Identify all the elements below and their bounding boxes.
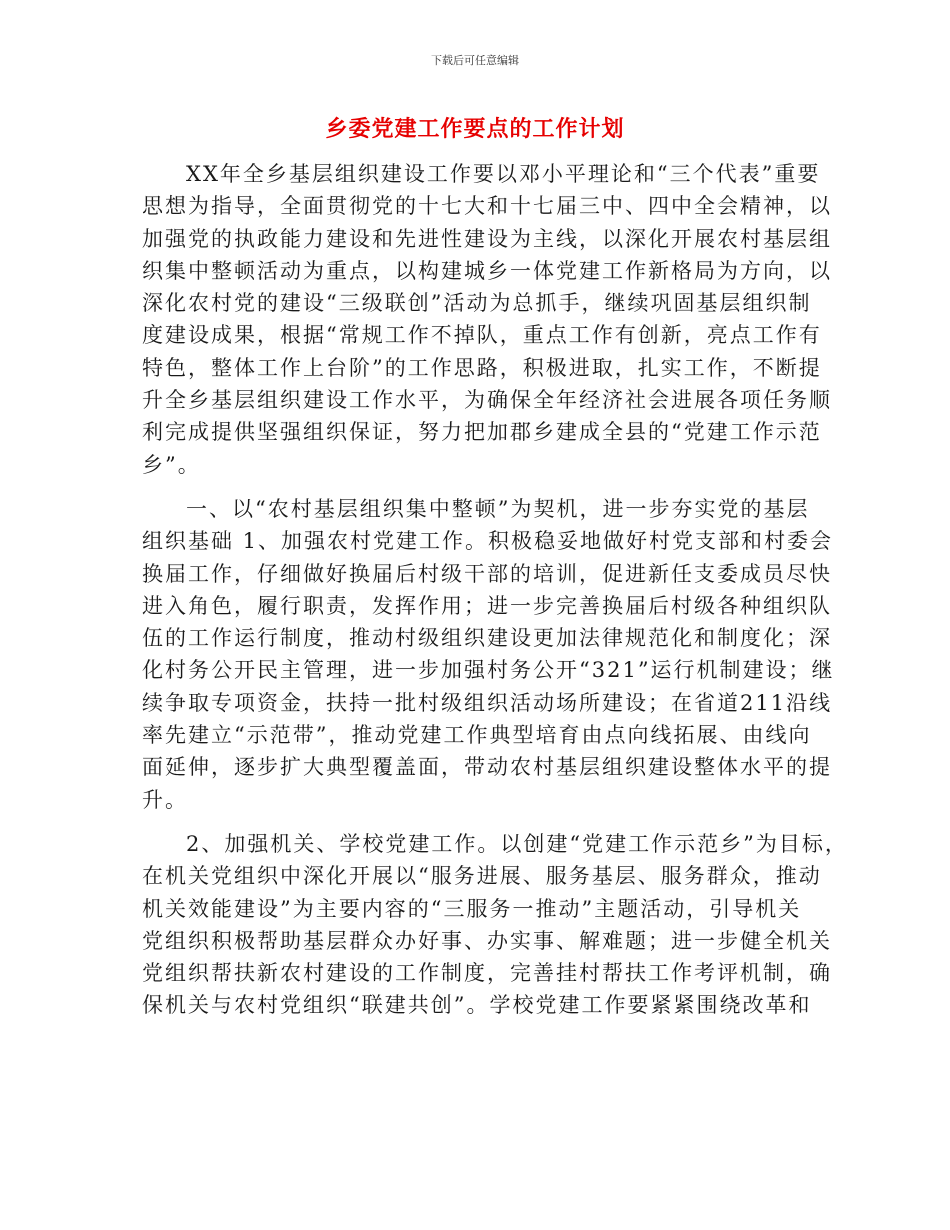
paragraph-3 xyxy=(142,828,848,1022)
text-line: 织集中整顿活动为重点，以构建城乡一体党建工作新格局为方向，以 xyxy=(142,258,832,283)
text-line: 组织基础 1、加强农村党建工作。积极稳妥地做好村党支部和村委会 xyxy=(142,529,834,554)
paragraph-2 xyxy=(142,493,835,816)
header-note: 下载后可任意编辑 xyxy=(431,54,519,67)
text-line: 党组织积极帮助基层群众办好事、办实事、解难题；进一步健全机关 xyxy=(142,928,832,953)
text-line: 乡”。 xyxy=(142,452,201,477)
text-line: 面延伸，逐步扩大典型覆盖面，带动农村基层组织建设整体水平的提 xyxy=(142,755,832,780)
document-title: 乡委党建工作要点的工作计划 xyxy=(325,117,625,142)
text-line: 党组织帮扶新农村建设的工作制度，完善挂村帮扶工作考评机制，确 xyxy=(142,961,832,986)
text-line: XX年全乡基层组织建设工作要以邓小平理论和“三个代表”重要 xyxy=(186,162,821,186)
text-line: 深化农村党的建设“三级联创”活动为总抓手，继续巩固基层组织制 xyxy=(142,291,812,316)
text-line: 换届工作，仔细做好换届后村级干部的培训，促进新任支委成员尽快 xyxy=(142,561,832,586)
text-line: 利完成提供坚强组织保证，努力把加郡乡建成全县的“党建工作示范 xyxy=(142,420,822,445)
text-line: 特色，整体工作上台阶”的工作思路，积极进取，扎实工作，不断提 xyxy=(142,355,822,380)
text-line: 续争取专项资金，扶持一批村级组织活动场所建设；在省道211沿线 xyxy=(142,690,833,715)
text-line: 升。 xyxy=(142,787,188,812)
text-line: 度建设成果，根据“常规工作不掉队，重点工作有创新，亮点工作有 xyxy=(142,323,822,348)
text-line: 保机关与农村党组织“联建共创”。学校党建工作要紧紧围绕改革和 xyxy=(142,993,812,1018)
text-line: 思想为指导，全面贯彻党的十七大和十七届三中、四中全会精神，以 xyxy=(142,194,832,219)
document-body xyxy=(142,158,848,1022)
text-line: 进入角色，履行职责，发挥作用；进一步完善换届后村级各种组织队 xyxy=(142,593,832,618)
text-line: 在机关党组织中深化开展以“服务进展、服务基层、服务群众，推动 xyxy=(142,864,822,889)
text-line: 化村务公开民主管理，进一步加强村务公开“321”运行机制建设；继 xyxy=(142,658,835,683)
text-line: 伍的工作运行制度，推动村级组织建设更加法律规范化和制度化；深 xyxy=(142,626,832,651)
text-line: 率先建立“示范带”，推动党建工作典型培育由点向线拓展、由线向 xyxy=(142,723,812,748)
text-line: 机关效能建设”为主要内容的“三服务一推动”主题活动，引导机关 xyxy=(142,896,802,921)
text-line: 一、以“农村基层组织集中整顿”为契机，进一步夯实党的基层 xyxy=(186,496,810,521)
text-line: 2、加强机关、学校党建工作。以创建“党建工作示范乡”为目标， xyxy=(186,831,848,856)
text-line: 加强党的执政能力建设和先进性建设为主线，以深化开展农村基层组 xyxy=(142,226,832,251)
paragraph-1 xyxy=(142,158,832,481)
text-line: 升全乡基层组织建设工作水平，为确保全年经济社会进展各项任务顺 xyxy=(142,388,832,413)
